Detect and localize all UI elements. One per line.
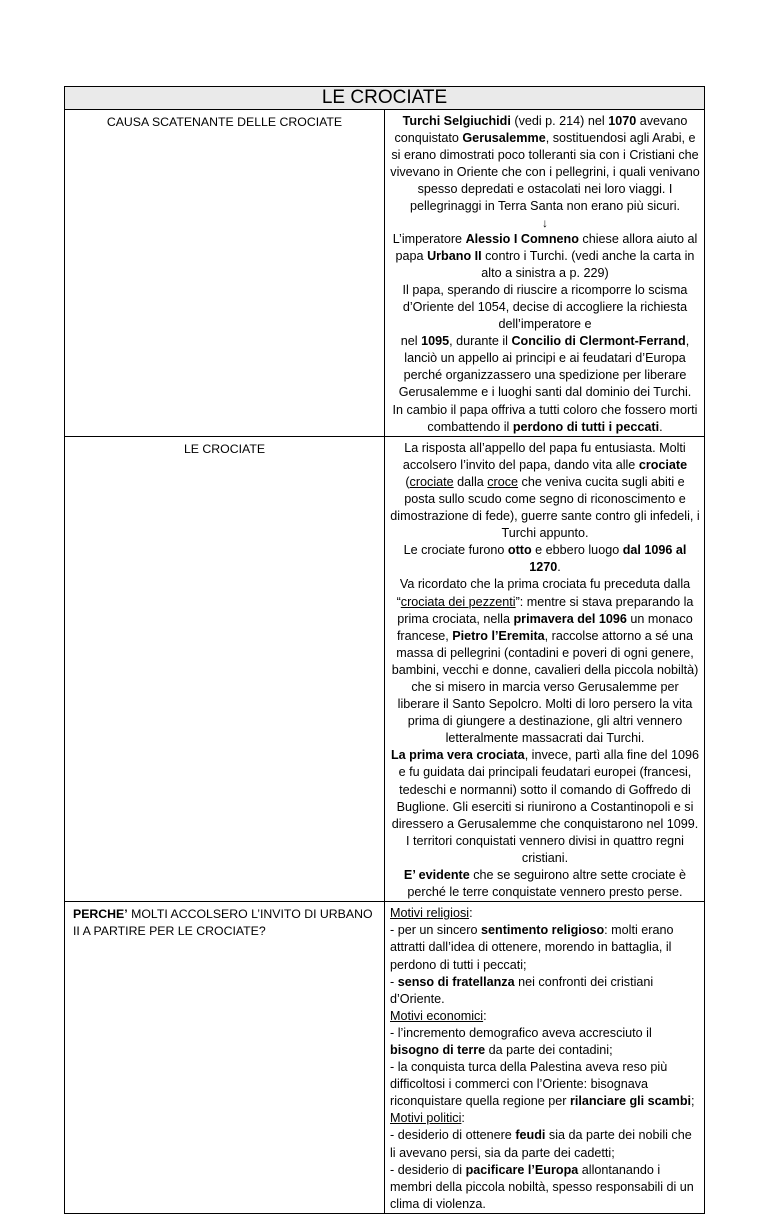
bold-text: dal 1096 al 1270	[529, 543, 687, 575]
underlined-text: Motivi economici	[390, 1008, 484, 1023]
row-content-motivi	[385, 902, 705, 1214]
table-row	[65, 902, 705, 1214]
underlined-text: crociate	[409, 474, 454, 489]
text-run: contro i Turchi. (vedi anche la carta in alto a sinistra a p. 229)	[481, 248, 695, 280]
underlined-text: Motivi religiosi	[390, 906, 470, 921]
down-arrow-icon: ↓	[542, 215, 548, 230]
row-content-causa	[385, 110, 705, 437]
bold-text: E’ evidente	[403, 868, 470, 883]
document	[64, 86, 705, 1214]
text-run: :	[483, 1008, 487, 1023]
bold-text: bisogno di terre	[390, 1042, 486, 1057]
underlined-text: croce	[487, 474, 519, 489]
paragraph	[390, 440, 700, 543]
text-run: sia da parte dei nobili che li avevano persi, sia da parte dei cadetti;	[390, 1128, 692, 1160]
text-run: Le crociate furono	[403, 543, 508, 558]
list-item	[390, 922, 700, 973]
bold-text: 1095	[421, 334, 450, 349]
bold-text: perdono di tutti i peccati	[512, 419, 660, 434]
paragraph	[390, 333, 700, 401]
row-content-crociate	[385, 436, 705, 902]
bold-text: feudi	[515, 1128, 546, 1143]
text-run: che se seguirono altre sette crociate è perché le terre conquistate vennero presto perse.	[407, 868, 687, 900]
bold-text: pacificare l’Europa	[465, 1162, 579, 1177]
row-label-perche	[65, 902, 385, 1214]
text-run: - per un sincero	[390, 923, 481, 938]
text-run: - l’incremento demografico aveva accresciuto il	[390, 1025, 652, 1040]
list-item	[390, 1162, 700, 1213]
text-run: ”: mentre si stava preparando la prima crociata, nella	[397, 594, 694, 626]
bold-text: rilanciare gli scambi	[569, 1094, 692, 1109]
text-run: allontanando i membri della piccola nobiltà, spesso responsabili di un clima di violenza.	[390, 1162, 694, 1211]
bold-text: primavera del 1096	[513, 611, 627, 626]
list-item	[390, 1008, 700, 1025]
list-item	[390, 1110, 700, 1127]
bold-text: otto	[507, 543, 532, 558]
paragraph	[390, 867, 700, 901]
text-run: da parte dei contadini;	[485, 1042, 613, 1057]
text-run: chiese allora aiuto al papa	[395, 231, 698, 263]
label-bold: PERCHE’	[73, 907, 128, 922]
text-run: L’imperatore	[392, 231, 466, 246]
row-label-crociate: LE CROCIATE	[65, 436, 385, 902]
row-label-causa: CAUSA SCATENANTE DELLE CROCIATE	[65, 110, 385, 437]
text-run: un monaco francese,	[396, 611, 693, 643]
bold-text: Pietro l’Eremita	[452, 628, 545, 643]
bold-text: sentimento religioso	[481, 923, 605, 938]
text-run: e ebbero luogo	[531, 543, 623, 558]
text-run: .	[557, 560, 561, 575]
text-run: nei confronti dei cristiani d’Oriente.	[390, 974, 654, 1006]
text-run: :	[461, 1111, 465, 1126]
page-title: LE CROCIATE	[65, 87, 705, 110]
text-run: , lanciò un appello ai principi e ai feudatari d’Europa perché organizzassero una spedizione per liberare Gerusalemme e i luoghi santi dal dominio dei Turchi.	[398, 334, 692, 400]
text-run: Il papa, sperando di riuscire a ricomporre lo scisma d’Oriente del 1054, decise di accogliere la richiesta dell’imperatore e	[402, 282, 688, 332]
text-run: (vedi p. 214) nel	[510, 114, 609, 128]
bold-text: Concilio di Clermont-Ferrand	[511, 334, 686, 349]
paragraph	[390, 576, 700, 747]
table-row	[65, 436, 705, 902]
bold-text: La prima vera crociata	[390, 748, 525, 763]
bold-text: crociate	[638, 457, 688, 472]
text-run: , invece, partì alla fine del 1096 e fu guidata dai principali feudatari europei (francesi, tedeschi e normanni) sotto il comando di Goffredo di Buglione. Gli eserciti si riunirono a Costantinopoli e si diressero a Gerusalemme che conquistarono nel 1099. I territori conquistati vennero divisi in quattro regni cristiani.	[391, 748, 700, 865]
table-row	[65, 110, 705, 437]
paragraph	[390, 542, 700, 576]
text-run: - desiderio di	[390, 1162, 466, 1177]
paragraph	[390, 747, 700, 867]
text-run: , sostituendosi agli Arabi, e si erano dimostrati poco tolleranti sia con i Cristiani che vivevano in Oriente che con i pellegrini, i quali venivano spesso depredati e ostacolati nei loro viaggi. I pellegrinaggi in Terra Santa non erano più sicuri.	[390, 131, 700, 214]
text-run: ;	[691, 1094, 695, 1109]
paragraph	[390, 231, 700, 282]
text-run: , durante il	[449, 334, 512, 349]
text-run: avevano conquistato	[394, 114, 688, 146]
text-run: : molti erano attratti dall’idea di ottenere, morendo in battaglia, il perdono di tutti i peccati;	[390, 923, 674, 972]
text-run: La risposta all’appello del papa fu entusiasta. Molti accolsero l’invito del papa, dando vita alle	[402, 440, 686, 472]
list-item	[390, 905, 700, 922]
paragraph	[390, 402, 700, 436]
text-run: :	[469, 906, 473, 921]
list-item	[390, 974, 700, 1008]
bold-text: Gerusalemme	[462, 131, 546, 146]
text-run: , raccolse attorno a sé una massa di pellegrini (contadini e poveri di ogni genere, bambini, vecchi e donne, cavalieri della piccola nobiltà) che si misero in marcia verso Gerusalemme per liberare il Santo Sepolcro. Molti di loro persero la vita prima di giungere a destinazione, gli altri vennero letteralmente massacrati dai Turchi.	[391, 628, 699, 746]
crociate-table	[64, 86, 705, 1214]
text-run: .	[659, 419, 663, 434]
text-run: (	[405, 474, 410, 489]
bold-text: Urbano II	[427, 248, 482, 263]
paragraph	[390, 282, 700, 333]
underlined-text: Motivi politici	[390, 1111, 462, 1126]
text-run: Va ricordato che la prima crociata fu preceduta dalla “	[396, 577, 691, 609]
text-run: nel	[400, 334, 422, 349]
text-run: - la conquista turca della Palestina aveva reso più difficoltosi i commerci con l’Oriente: bisognava riconquistare quella regione per	[390, 1060, 668, 1109]
bold-text: Turchi Selgiuchidi	[402, 114, 511, 128]
bold-text: senso di fratellanza	[397, 974, 515, 989]
list-item	[390, 1127, 700, 1161]
text-run: che veniva cucita sugli abiti e posta sullo scudo come segno di riconoscimento e dimostrazione di fede), guerre sante contro gli infedeli, i Turchi appunto.	[390, 474, 700, 541]
underlined-text: crociata dei pezzenti	[400, 594, 516, 609]
list-item	[390, 1059, 700, 1110]
bold-text: 1070	[608, 114, 637, 128]
text-run: In cambio il papa offriva a tutti coloro che fossero morti combattendo il	[392, 402, 698, 434]
text-run: dalla	[453, 474, 488, 489]
paragraph	[390, 113, 700, 216]
label-rest: MOLTI ACCOLSERO L’INVITO DI URBANO II A PARTIRE PER LE CROCIATE?	[73, 907, 373, 938]
text-run: -	[390, 974, 398, 989]
text-run: - desiderio di ottenere	[390, 1128, 516, 1143]
list-item	[390, 1025, 700, 1059]
bold-text: Alessio I Comneno	[465, 231, 579, 246]
